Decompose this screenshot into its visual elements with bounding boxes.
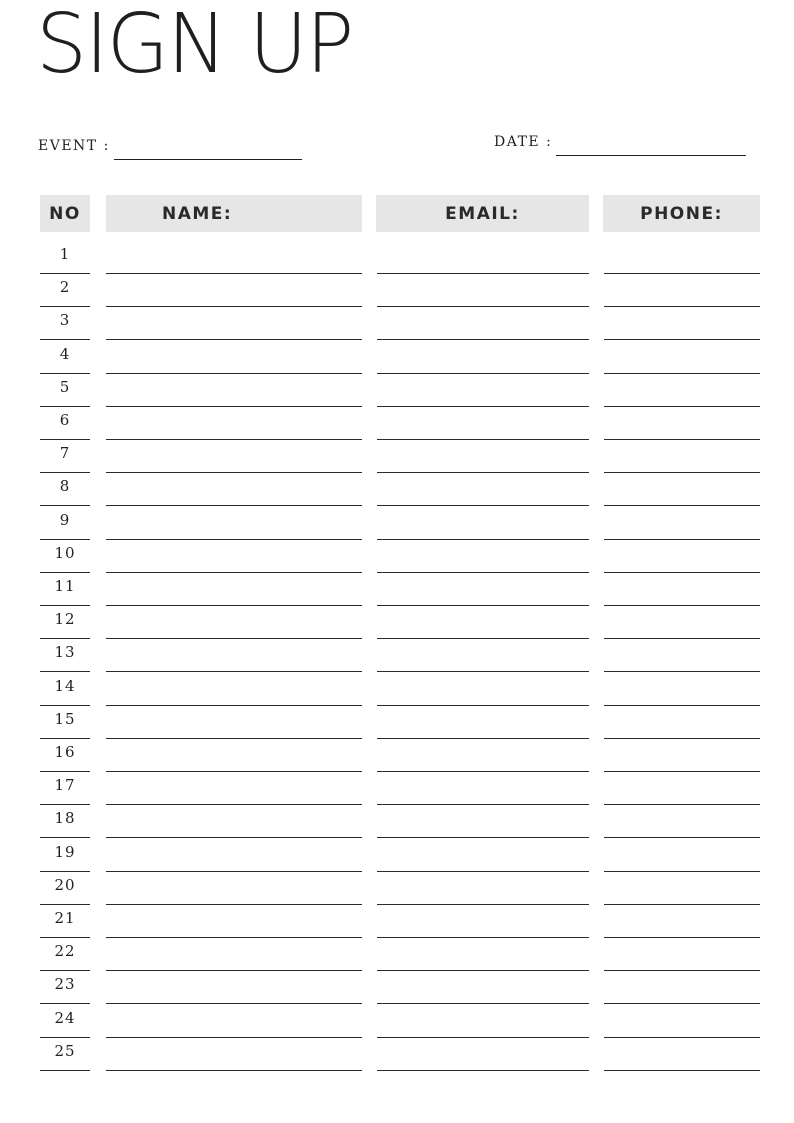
row-number: 3	[59, 311, 71, 330]
row-number: 21	[54, 909, 76, 927]
date-field	[494, 134, 746, 150]
column-header-email	[376, 195, 589, 232]
table-row	[0, 606, 794, 639]
table-row	[0, 473, 794, 506]
page-title: SIGN UP	[36, 0, 353, 92]
name-entry-line[interactable]	[106, 1070, 362, 1071]
event-label: EVENT :	[38, 138, 110, 154]
table-row	[0, 274, 794, 307]
row-number: 12	[54, 610, 76, 629]
row-number: 11	[54, 577, 76, 595]
phone-entry-line[interactable]	[604, 1070, 760, 1071]
row-number: 10	[54, 543, 76, 562]
row-number: 16	[54, 743, 76, 761]
table-row	[0, 971, 794, 1004]
table-row	[0, 739, 794, 772]
row-number: 18	[54, 809, 76, 828]
table-row	[0, 241, 794, 274]
column-header-name	[106, 195, 362, 232]
table-row	[0, 938, 794, 971]
row-number: 22	[54, 942, 76, 961]
event-field	[38, 138, 302, 154]
row-number: 9	[59, 510, 71, 529]
table-row	[0, 839, 794, 872]
column-header-email-label: EMAIL:	[445, 203, 520, 224]
email-entry-line[interactable]	[377, 1070, 589, 1071]
table-row	[0, 639, 794, 672]
column-header-no-label: NO	[49, 203, 81, 224]
table-row	[0, 872, 794, 905]
table-row	[0, 341, 794, 374]
date-label: DATE :	[494, 134, 553, 150]
table-row	[0, 805, 794, 838]
table-row	[0, 540, 794, 573]
event-input-line[interactable]	[114, 149, 302, 160]
row-number: 2	[59, 278, 71, 297]
column-header-no	[40, 195, 90, 232]
row-number: 5	[59, 377, 71, 396]
table-row	[0, 706, 794, 739]
table-row	[0, 673, 794, 706]
row-number: 4	[59, 344, 71, 363]
row-number: 7	[59, 444, 71, 463]
row-number: 6	[59, 411, 71, 429]
row-number: 23	[54, 975, 76, 994]
row-number: 1	[59, 245, 71, 263]
column-header-name-label: NAME:	[162, 203, 233, 224]
table-row	[0, 772, 794, 805]
column-header-phone	[603, 195, 760, 232]
table-row	[0, 507, 794, 540]
table-row	[0, 573, 794, 606]
row-number: 20	[54, 875, 76, 894]
row-number: 25	[54, 1041, 76, 1060]
table-row	[0, 374, 794, 407]
date-input-line[interactable]	[556, 145, 746, 156]
row-number: 8	[59, 477, 71, 496]
row-number: 13	[54, 643, 76, 662]
row-number: 14	[54, 676, 76, 695]
table-row	[0, 1038, 794, 1071]
row-number: 17	[54, 776, 76, 795]
row-number-line	[40, 1070, 90, 1071]
column-header-phone-label: PHONE:	[640, 203, 723, 224]
table-row	[0, 1005, 794, 1038]
table-row	[0, 307, 794, 340]
table-row	[0, 905, 794, 938]
row-number: 24	[54, 1008, 76, 1027]
row-number: 15	[54, 709, 76, 728]
row-number: 19	[54, 842, 76, 861]
table-row	[0, 407, 794, 440]
table-row	[0, 440, 794, 473]
